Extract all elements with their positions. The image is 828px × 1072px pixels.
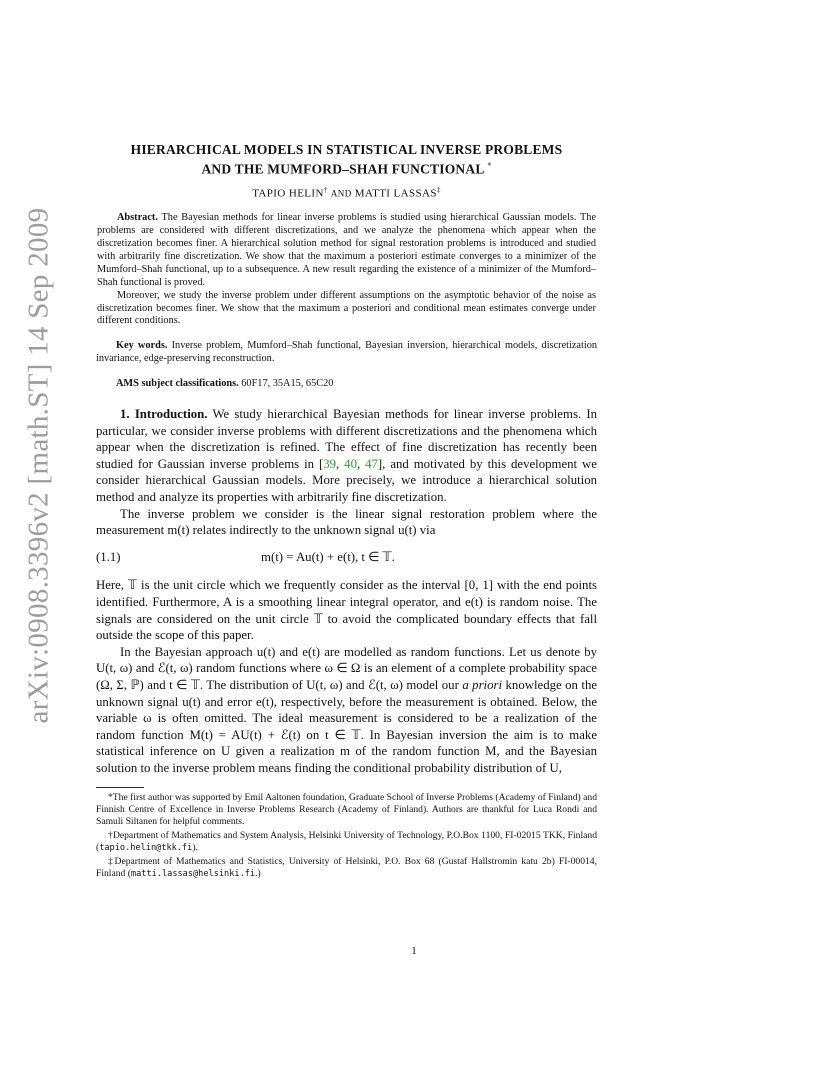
section-heading: 1. Introduction.: [120, 407, 208, 422]
author-1-mark: †: [323, 185, 328, 194]
title-line-1: HIERARCHICAL MODELS IN STATISTICAL INVERSE PROBLEMS: [130, 142, 563, 157]
footnote-3-text: ‡Department of Mathematics and Statistics, University of Helsinki, P.O. Box 68 (Gustaf Hallstromin katu 2b) FI-00014, Finland (: [96, 855, 597, 879]
abstract-label: Abstract.: [117, 212, 158, 224]
intro-para-2: The inverse problem we consider is the linear signal restoration problem where the measurement m(t) relates indirectly to the unknown signal u(t) via: [96, 506, 597, 538]
footnote-2-end: ).: [192, 841, 198, 853]
footnote-2-text: †Department of Mathematics and System Analysis, Helsinki University of Technology, P.O.Box 1100, FI-02015 TKK, Finland (: [96, 829, 597, 853]
author-and: AND: [330, 188, 352, 199]
keywords: [96, 340, 597, 366]
abstract-text-1: The Bayesian methods for linear inverse problems is studied using hierarchical Gaussian models. The problems are considered with different discretizations, and we analyze the phenomena which appear when the discretization becomes finer. A hierarchical solution method for signal restoration problems is introduced and studied with arbitrarily fine discretization. We show that the maximum a posteriori estimate converges to a minimizer of the Mumford–Shah functional, up to a subsequence. A new result regarding the existence of a minimizer of the Mumford–Shah functional is proved.: [97, 212, 597, 288]
equation-number: (1.1): [96, 549, 121, 564]
arxiv-id: arXiv:0908.3396v2 [math.ST] 14 Sep 2009: [22, 207, 55, 723]
page-content: [96, 142, 597, 882]
intro-para-3: Here, 𝕋 is the unit circle which we frequently consider as the interval [0, 1] with the end points identified. Furthermore, A is a smoothing linear integral operator, and e(t) is random noise. The signals are considered on the unit circle 𝕋 to avoid the complicated boundary effects that fall outside the scope of this paper.: [96, 578, 597, 643]
citation-39[interactable]: 39: [323, 456, 337, 471]
equation-formula: m(t) = Au(t) + e(t), t ∈ 𝕋.: [261, 549, 395, 564]
ams-text: 60F17, 35A15, 65C20: [241, 378, 334, 390]
arxiv-stamp: [14, 207, 64, 723]
abstract-para-2: Moreover, we study the inverse problem under different assumptions on the asymptotic behavior of the noise as discretization becomes finer. We show that the maximum a posteriori and conditional mean estimates converge under different conditions.: [97, 289, 596, 327]
abstract-para-1: [97, 212, 596, 289]
footnote-3-end: .): [255, 867, 261, 879]
intro-para-4: [96, 644, 597, 777]
footnotes: [96, 792, 597, 880]
ams-classifications: [96, 378, 597, 391]
title-line-2: AND THE MUMFORD–SHAH FUNCTIONAL: [201, 161, 484, 177]
author-1: TAPIO HELIN: [252, 187, 324, 200]
keywords-text: Inverse problem, Mumford–Shah functional, Bayesian inversion, hierarchical models, discretization invariance, edge-preserving reconstruction.: [96, 340, 598, 365]
intro-p4-a: In the Bayesian approach u(t) and e(t) are modelled as random functions. Let us denote by U(t, ω) and ℰ(t, ω) random functions where ω ∈ Ω is an element of a complete probability space (Ω, Σ, ℙ) and t ∈ 𝕋. The distribution of U(t, ω) and ℰ(t, ω) model our: [96, 644, 597, 692]
keywords-label: Key words.: [116, 340, 168, 352]
intro-p1-a: We study hierarchical Bayesian methods for linear inverse problems. In particular, we consider inverse problems with different discretizations and the phenomena which appear when the discretization is refined. The effect of fine discretization has recently been studied for Gaussian inverse problems in: [96, 407, 597, 471]
intro-para-1: 1. Introduction. We study hierarchical Bayesian methods for linear inverse problems. In particular, we consider inverse problems with different discretizations and the phenomena which appear when the discretization is refined. The effect of fine discretization has recently been studied for Gaussian inverse problems in [39, 40, 47], and motivated by this development we consider hierarchical Gaussian models. More precisely, we introduce a hierarchical solution method and analyze its properties with arbitrarily fine discretization.: [96, 407, 597, 504]
paper-title: [96, 142, 597, 178]
footnote-2: [96, 830, 597, 854]
author-2: MATTI LASSAS: [354, 187, 437, 200]
ams-label: AMS subject classifications.: [116, 378, 239, 390]
equation-1-1: [96, 549, 597, 566]
citation-40[interactable]: 40: [344, 456, 357, 471]
email-lassas[interactable]: matti.lassas@helsinki.fi: [130, 868, 256, 879]
intro-p1-b: and motivated by this development we consider hierarchical Gaussian models. More precisely, we introduce a hierarchical solution method and analyze its properties with arbitrarily fine discretization.: [96, 456, 597, 504]
title-line-2-wrap: [96, 158, 597, 178]
abstract: [96, 212, 597, 328]
title-footnote-mark: *: [487, 161, 492, 170]
author-line: [96, 186, 597, 200]
citation-47[interactable]: 47: [365, 456, 378, 471]
a-priori-italic: a priori: [462, 677, 503, 692]
intro-p4-b: knowledge on the unknown signal u(t) and error e(t), respectively, before the measurement is obtained. Below, the variable ω is often omitted. The ideal measurement is considered to be a realization of the random function M(t) = AU(t) + ℰ(t) on t ∈ 𝕋. In Bayesian inversion the aim is to make statistical inference on U given a realization m of the random function M, and the Bayesian solution to the inverse problem means finding the conditional probability distribution of U,: [96, 677, 598, 775]
introduction-section: [96, 406, 597, 776]
page-number: 1: [411, 945, 417, 957]
footnote-1: *The first author was supported by Emil Aaltonen foundation, Graduate School of Inverse Problems (Academy of Finland) and Finnish Centre of Excellence in Inverse Problems Research (Academy of Finland). Authors are thankful for Luca Rondi and Samuli Siltanen for helpful comments.: [96, 791, 597, 827]
author-2-mark: ‡: [436, 185, 441, 194]
email-helin[interactable]: tapio.helin@tkk.fi: [99, 842, 193, 853]
footnote-3: [96, 856, 597, 880]
footnote-rule: [96, 787, 144, 788]
